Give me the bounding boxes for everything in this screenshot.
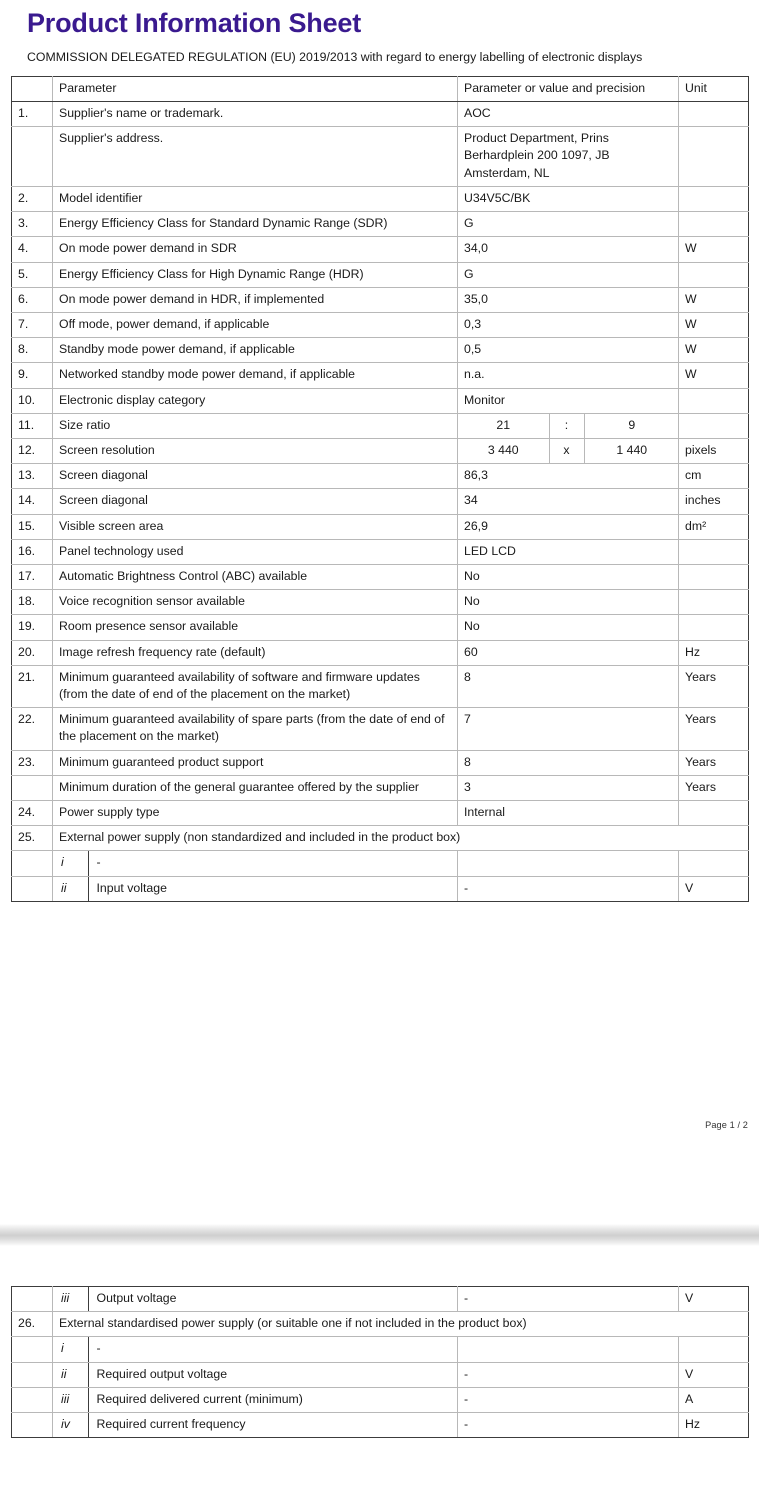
row-number: 5.	[12, 262, 53, 287]
row-number: 13.	[12, 464, 53, 489]
table-row	[12, 750, 749, 775]
row-unit	[679, 212, 749, 237]
row-value: No	[458, 564, 679, 589]
sub-row-unit: Hz	[679, 1413, 749, 1438]
table-sub-row	[12, 851, 749, 876]
table-header-row	[12, 76, 749, 101]
sub-row-unit: V	[679, 1362, 749, 1387]
row-value: U34V5C/BK	[458, 186, 679, 211]
row-number: 2.	[12, 186, 53, 211]
row-value: 0,3	[458, 312, 679, 337]
row-parameter: Model identifier	[53, 186, 458, 211]
sub-row-roman: iv	[53, 1413, 88, 1437]
table-row	[12, 489, 749, 514]
row-unit: Hz	[679, 640, 749, 665]
row-parameter: On mode power demand in HDR, if implemented	[53, 287, 458, 312]
row-parameter: Minimum guaranteed availability of spare parts (from the date of end of the placement on the market)	[53, 708, 458, 750]
row-parameter: Energy Efficiency Class for High Dynamic Range (HDR)	[53, 262, 458, 287]
table-sub-row	[12, 876, 749, 901]
table-row	[12, 564, 749, 589]
sub-row-parameter-cell	[53, 1362, 458, 1387]
row-value: 7	[458, 708, 679, 750]
row-value-b: 9	[628, 417, 636, 432]
table-row	[12, 514, 749, 539]
row-value: 34	[458, 489, 679, 514]
row-number: 17.	[12, 564, 53, 589]
sub-row-value: -	[458, 1287, 679, 1312]
row-number: 1.	[12, 102, 53, 127]
row-parameter: On mode power demand in SDR	[53, 237, 458, 262]
sub-row-value	[458, 1337, 679, 1362]
row-number: 6.	[12, 287, 53, 312]
sub-row-parameter-cell	[53, 851, 458, 876]
sub-row-parameter: -	[96, 1341, 101, 1356]
table-row	[12, 212, 749, 237]
row-parameter: Image refresh frequency rate (default)	[53, 640, 458, 665]
header-cell-unit: Unit	[679, 76, 749, 101]
row-number: 12.	[12, 438, 53, 463]
row-parameter: Minimum guaranteed availability of software and firmware updates (from the date of end of the placement on the market)	[53, 665, 458, 707]
row-value: n.a.	[458, 363, 679, 388]
row-number-blank	[12, 1413, 53, 1438]
sub-row-unit	[679, 1337, 749, 1362]
row-value-b: 1 440	[616, 442, 648, 457]
row-value: AOC	[458, 102, 679, 127]
row-number: 4.	[12, 237, 53, 262]
row-number: 23.	[12, 750, 53, 775]
row-unit: Years	[679, 708, 749, 750]
sub-row-roman: i	[53, 1337, 88, 1361]
table-row	[12, 262, 749, 287]
row-parameter: Automatic Brightness Control (ABC) available	[53, 564, 458, 589]
table-row	[12, 464, 749, 489]
table-row	[12, 127, 749, 187]
page-break-bar	[0, 1224, 759, 1246]
row-value: LED LCD	[458, 539, 679, 564]
sub-row-parameter: Required delivered current (minimum)	[96, 1391, 303, 1406]
row-number: 8.	[12, 338, 53, 363]
row-number: 9.	[12, 363, 53, 388]
row-number: 11.	[12, 413, 53, 438]
row-number: 22.	[12, 708, 53, 750]
table-row	[12, 708, 749, 750]
table-row-split	[12, 413, 749, 438]
table-row	[12, 800, 749, 825]
row-value-operator: x	[549, 439, 584, 463]
row-value-a: 3 440	[458, 439, 549, 463]
table-row	[12, 388, 749, 413]
row-parameter: Screen resolution	[53, 438, 458, 463]
row-number: 7.	[12, 312, 53, 337]
row-number	[12, 127, 53, 187]
row-number-blank	[12, 1287, 53, 1312]
row-value-a: 21	[458, 414, 549, 438]
row-number-blank	[12, 1362, 53, 1387]
row-unit	[679, 127, 749, 187]
table-sub-row	[12, 1362, 749, 1387]
row-number-blank	[12, 851, 53, 876]
sub-row-value: -	[458, 1413, 679, 1438]
row-unit: inches	[679, 489, 749, 514]
table-row	[12, 312, 749, 337]
row-parameter: Supplier's name or trademark.	[53, 102, 458, 127]
row-value: 0,5	[458, 338, 679, 363]
row-value: 86,3	[458, 464, 679, 489]
row-value-split	[458, 438, 679, 463]
header-cell-parameter: Parameter	[53, 76, 458, 101]
row-value: 34,0	[458, 237, 679, 262]
sub-row-parameter-cell	[53, 1287, 458, 1312]
page-footer: Page 1 / 2	[705, 1120, 748, 1130]
row-parameter: Panel technology used	[53, 539, 458, 564]
table-sub-row	[12, 1387, 749, 1412]
sub-row-unit: A	[679, 1387, 749, 1412]
table-row	[12, 615, 749, 640]
row-unit	[679, 590, 749, 615]
table-row	[12, 590, 749, 615]
row-unit	[679, 102, 749, 127]
sub-row-unit	[679, 851, 749, 876]
row-parameter: Off mode, power demand, if applicable	[53, 312, 458, 337]
sub-row-parameter: Input voltage	[96, 880, 167, 895]
section-heading: External power supply (non standardized and included in the product box)	[53, 826, 749, 851]
page-title: Product Information Sheet	[27, 8, 362, 38]
row-number: 3.	[12, 212, 53, 237]
row-unit: dm²	[679, 514, 749, 539]
row-unit: Years	[679, 750, 749, 775]
row-number-blank	[12, 876, 53, 901]
sub-row-parameter-cell	[53, 1413, 458, 1438]
section-heading-row	[12, 826, 749, 851]
product-information-table	[11, 76, 749, 902]
row-value: 8	[458, 665, 679, 707]
row-value: Product Department, Prins Berhardplein 200 1097, JB Amsterdam, NL	[458, 127, 679, 187]
row-number	[12, 775, 53, 800]
sub-row-parameter: Required current frequency	[96, 1417, 246, 1432]
table-row-split	[12, 438, 749, 463]
row-unit	[679, 413, 749, 438]
row-value: Internal	[458, 800, 679, 825]
row-unit	[679, 564, 749, 589]
table-row	[12, 363, 749, 388]
row-unit: W	[679, 312, 749, 337]
row-number: 21.	[12, 665, 53, 707]
row-number: 14.	[12, 489, 53, 514]
row-parameter: Room presence sensor available	[53, 615, 458, 640]
row-parameter: Supplier's address.	[53, 127, 458, 187]
section-heading-row	[12, 1312, 749, 1337]
row-value: 3	[458, 775, 679, 800]
row-number-blank	[12, 1387, 53, 1412]
sub-row-roman: iii	[53, 1388, 88, 1412]
table-row	[12, 665, 749, 707]
row-parameter: Standby mode power demand, if applicable	[53, 338, 458, 363]
row-number: 10.	[12, 388, 53, 413]
table-row	[12, 640, 749, 665]
table-row	[12, 186, 749, 211]
row-parameter: Screen diagonal	[53, 489, 458, 514]
sub-row-unit: V	[679, 1287, 749, 1312]
document-page-2	[0, 1286, 759, 1486]
row-unit	[679, 186, 749, 211]
row-unit: Years	[679, 665, 749, 707]
row-unit: W	[679, 363, 749, 388]
sub-row-parameter: Required output voltage	[96, 1366, 228, 1381]
row-number: 26.	[12, 1312, 53, 1337]
sub-row-value: -	[458, 1387, 679, 1412]
product-information-table-continued	[11, 1286, 749, 1438]
row-value: Monitor	[458, 388, 679, 413]
sub-row-unit: V	[679, 876, 749, 901]
table-row	[12, 102, 749, 127]
row-value: 35,0	[458, 287, 679, 312]
row-parameter: Screen diagonal	[53, 464, 458, 489]
row-number: 19.	[12, 615, 53, 640]
page-break-divider	[0, 1196, 759, 1286]
sub-row-value: -	[458, 1362, 679, 1387]
row-value: G	[458, 212, 679, 237]
table-sub-row	[12, 1413, 749, 1438]
row-value: No	[458, 590, 679, 615]
row-unit	[679, 539, 749, 564]
header-cell-value: Parameter or value and precision	[458, 76, 679, 101]
row-value: 8	[458, 750, 679, 775]
row-parameter: Visible screen area	[53, 514, 458, 539]
row-value: G	[458, 262, 679, 287]
row-number: 16.	[12, 539, 53, 564]
row-unit: Years	[679, 775, 749, 800]
row-unit	[679, 388, 749, 413]
row-unit: W	[679, 338, 749, 363]
row-unit: cm	[679, 464, 749, 489]
sub-row-parameter-cell	[53, 1387, 458, 1412]
row-value: 26,9	[458, 514, 679, 539]
row-parameter: Voice recognition sensor available	[53, 590, 458, 615]
sub-row-parameter-cell	[53, 876, 458, 901]
section-heading: External standardised power supply (or suitable one if not included in the product box)	[53, 1312, 749, 1337]
row-value: No	[458, 615, 679, 640]
sub-row-roman: ii	[53, 877, 88, 901]
sub-row-roman: ii	[53, 1363, 88, 1387]
row-value-split	[458, 413, 679, 438]
row-unit	[679, 800, 749, 825]
sub-row-parameter-cell	[53, 1337, 458, 1362]
row-parameter: Size ratio	[53, 413, 458, 438]
sub-row-parameter: Output voltage	[96, 1291, 177, 1305]
row-parameter: Electronic display category	[53, 388, 458, 413]
row-number: 20.	[12, 640, 53, 665]
sub-row-roman: i	[53, 851, 88, 875]
row-parameter: Minimum guaranteed product support	[53, 750, 458, 775]
table-sub-row	[12, 1287, 749, 1312]
sub-row-value	[458, 851, 679, 876]
row-unit: W	[679, 237, 749, 262]
sub-row-parameter: -	[96, 855, 101, 870]
table-sub-row	[12, 1337, 749, 1362]
table-row	[12, 338, 749, 363]
row-number: 18.	[12, 590, 53, 615]
row-unit	[679, 262, 749, 287]
row-unit: pixels	[679, 438, 749, 463]
row-unit: W	[679, 287, 749, 312]
table-row	[12, 237, 749, 262]
row-parameter: Networked standby mode power demand, if applicable	[53, 363, 458, 388]
row-parameter: Energy Efficiency Class for Standard Dynamic Range (SDR)	[53, 212, 458, 237]
table-row	[12, 775, 749, 800]
sub-row-value: -	[458, 876, 679, 901]
row-parameter: Power supply type	[53, 800, 458, 825]
header-cell-number	[12, 76, 53, 101]
row-value-operator: :	[549, 414, 584, 438]
row-number: 24.	[12, 800, 53, 825]
row-parameter: Minimum duration of the general guarantee offered by the supplier	[53, 775, 458, 800]
row-number-blank	[12, 1337, 53, 1362]
row-unit	[679, 615, 749, 640]
table-row	[12, 539, 749, 564]
row-number: 25.	[12, 826, 53, 851]
row-number: 15.	[12, 514, 53, 539]
table-row	[12, 287, 749, 312]
row-value: 60	[458, 640, 679, 665]
sub-row-roman: iii	[53, 1287, 88, 1311]
document-subtitle: COMMISSION DELEGATED REGULATION (EU) 2019/2013 with regard to energy labelling of electronic displays	[27, 50, 643, 65]
